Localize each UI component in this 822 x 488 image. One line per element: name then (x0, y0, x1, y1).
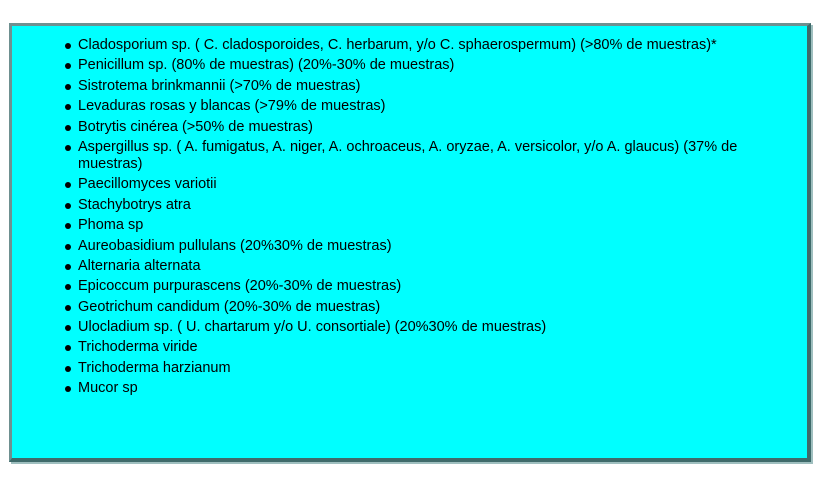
bullet-icon (65, 203, 71, 209)
list-item (65, 119, 795, 136)
list-item (65, 278, 795, 295)
list-item (65, 37, 795, 54)
bullet-icon (65, 386, 71, 392)
list-item-text: Sistrotema brinkmannii (>70% de muestras) (78, 77, 361, 94)
list-item-text: Aspergillus sp. ( A. fumigatus, A. niger, A. ochroaceus, A. oryzae, A. versicolor, y/o A. glaucus) (37% de muestras) (78, 138, 738, 172)
list-item-text: Trichoderma harzianum (78, 359, 231, 376)
list-item (65, 57, 795, 74)
list-item-text: Epicoccum purpurascens (20%-30% de muestras) (78, 278, 402, 295)
bullet-icon (65, 84, 71, 90)
bullet-icon (65, 182, 71, 188)
bullet-icon (65, 104, 71, 110)
list-item (65, 238, 795, 255)
list-item (65, 380, 795, 397)
list-item-text: Geotrichum candidum (20%-30% de muestras) (78, 298, 381, 315)
list-item-text: Penicillum sp. (80% de muestras) (20%-30% de muestras) (78, 57, 455, 74)
list-item-text: Cladosporium sp. ( C. cladosporoides, C. herbarum, y/o C. sphaerospermum) (>80% de muestras)* (78, 37, 717, 53)
bullet-icon (65, 345, 71, 351)
list-item (65, 176, 795, 193)
list-item-text: Alternaria alternata (78, 257, 201, 274)
list-item-text: Phoma sp (78, 217, 144, 234)
bullet-icon (65, 284, 71, 290)
list-item-text: Paecillomyces variotii (78, 176, 217, 193)
list-item-text: Ulocladium sp. ( U. chartarum y/o U. consortiale) (20%30% de muestras) (78, 319, 547, 336)
list-item (65, 197, 795, 214)
bullet-icon (65, 223, 71, 229)
fungi-list-panel (9, 23, 811, 462)
list-item (65, 319, 795, 336)
list-item (65, 139, 795, 173)
list-item-text: Levaduras rosas y blancas (>79% de muestras) (78, 98, 386, 115)
list-item (65, 78, 795, 95)
bullet-icon (65, 125, 71, 131)
list-item (65, 258, 795, 275)
list-item (65, 299, 795, 316)
list-item-text: Aureobasidium pullulans (20%30% de muestras) (78, 237, 392, 254)
list-item-text: Mucor sp (78, 380, 138, 397)
bullet-icon (65, 63, 71, 69)
bullet-icon (65, 305, 71, 311)
list-item-text: Botrytis cinérea (>50% de muestras) (78, 118, 313, 135)
list-item-text: Trichoderma viride (78, 339, 198, 356)
bullet-icon (65, 244, 71, 250)
list-item (65, 360, 795, 377)
bullet-icon (65, 325, 71, 331)
list-item-text: Stachybotrys atra (78, 196, 191, 213)
list-item (65, 98, 795, 115)
bullet-icon (65, 145, 71, 151)
list-item (65, 339, 795, 356)
list-item (65, 217, 795, 234)
bullet-icon (65, 366, 71, 372)
bullet-icon (65, 264, 71, 270)
bullet-icon (65, 43, 71, 49)
fungi-list (65, 37, 795, 401)
